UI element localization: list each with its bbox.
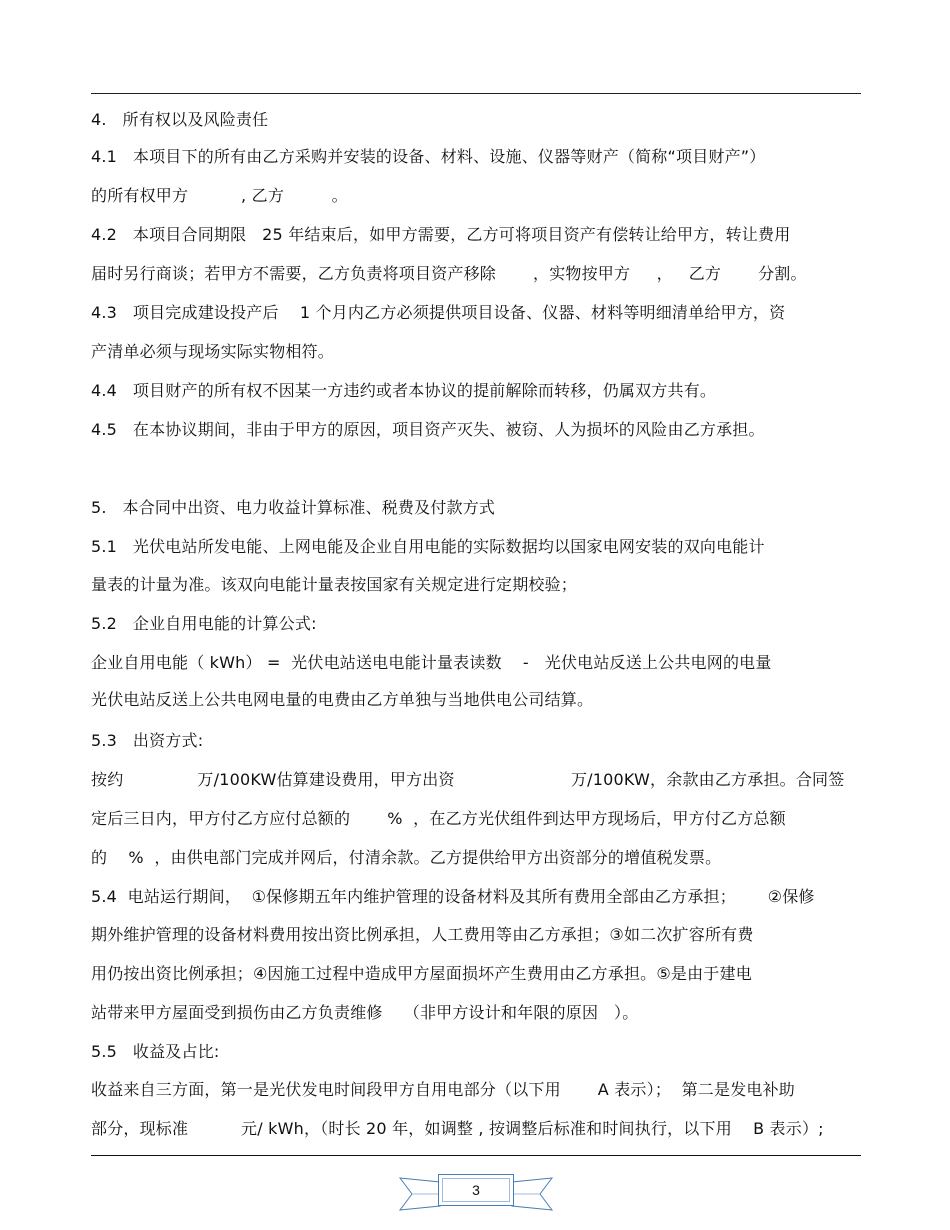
clause-5-2-heading: 5.2 企业自用电能的计算公式:	[91, 614, 317, 633]
page-number: 3	[472, 1182, 480, 1198]
clause-5-5-heading: 5.5 收益及占比:	[91, 1042, 220, 1061]
clause-4-4: 4.4 项目财产的所有权不因某一方违约或者本协议的提前解除而转移，仍属双方共有。	[91, 381, 717, 400]
clause-5-4-line-1: 5.4 电站运行期间， ①保修期五年内维护管理的设备材料及其所有费用全部由乙方承担； ②保修	[91, 887, 815, 906]
clause-4-5: 4.5 在本协议期间，非由于甲方的原因，项目资产灭失、被窃、人为损坏的风险由乙方承担。	[91, 420, 765, 439]
clause-5-3-line-2: 定后三日内，甲方付乙方应付总额的 % ，在乙方光伏组件到达甲方现场后，甲方付乙方总额	[91, 809, 786, 828]
page-number-ornament	[398, 1166, 554, 1216]
page-number-box	[438, 1174, 514, 1206]
clause-4-1-line-1: 4.1 本项目下的所有由乙方采购并安装的设备、材料、设施、仪器等财产（简称“项目财产”）	[91, 147, 766, 166]
clause-5-1-line-1: 5.1 光伏电站所发电能、上网电能及企业自用电能的实际数据均以国家电网安装的双向电能计	[91, 537, 765, 556]
clause-5-5-line-1: 收益来自三方面，第一是光伏发电时间段甲方自用电部分（以下用 A 表示）； 第二是发电补助	[91, 1080, 796, 1099]
clause-4-2-line-1: 4.2 本项目合同期限 25 年结束后，如甲方需要，乙方可将项目资产有偿转让给甲方，转让费用	[91, 225, 791, 244]
header-rule	[91, 93, 861, 94]
formula-line: 企业自用电能（ kWh） = 光伏电站送电电能计量表读数 - 光伏电站反送上公共电网的电量	[91, 653, 772, 672]
clause-5-4-line-2: 期外维护管理的设备材料费用按出资比例承担，人工费用等由乙方承担；③如二次扩容所有费	[91, 925, 754, 944]
clause-4-2-line-2: 届时另行商谈；若甲方不需要，乙方负责将项目资产移除 ，实物按甲方 ， 乙方 分割。	[91, 264, 807, 283]
section-4-heading: 4. 所有权以及风险责任	[91, 110, 269, 129]
clause-5-1-line-2: 量表的计量为准。该双向电能计量表按国家有关规定进行定期校验；	[91, 575, 578, 594]
clause-5-3-line-1: 按约 万/100KW估算建设费用，甲方出资 万/100KW，余款由乙方承担。合同签	[91, 770, 845, 789]
clause-5-5-line-2: 部分，现标准 元/ kWh，（时长 20 年，如调整 , 按调整后标准和时间执行，以下用 B 表示）;	[91, 1119, 824, 1138]
section-5-heading: 5. 本合同中出资、电力收益计算标准、税费及付款方式	[91, 498, 496, 517]
settlement-line: 光伏电站反送上公共电网电量的电费由乙方单独与当地供电公司结算。	[91, 690, 594, 709]
clause-5-4-line-3: 用仍按出资比例承担；④因施工过程中造成甲方屋面损坏产生费用由乙方承担。⑤是由于建电	[91, 964, 752, 983]
clause-4-3-line-2: 产清单必须与现场实际实物相符。	[91, 342, 335, 361]
clause-5-4-line-4: 站带来甲方屋面受到损伤由乙方负责维修 （非甲方设计和年限的原因 ）。	[91, 1003, 639, 1022]
clause-5-3-heading: 5.3 出资方式:	[91, 731, 204, 750]
clause-5-3-line-3: 的 % ，由供电部门完成并网后，付清余款。乙方提供给甲方出资部分的增值税发票。	[91, 848, 722, 867]
clause-4-1-line-2: 的所有权甲方 , 乙方 。	[91, 186, 348, 205]
clause-4-3-line-1: 4.3 项目完成建设投产后 1 个月内乙方必须提供项目设备、仪器、材料等明细清单给甲方，资	[91, 303, 786, 322]
footer-rule	[91, 1155, 861, 1156]
